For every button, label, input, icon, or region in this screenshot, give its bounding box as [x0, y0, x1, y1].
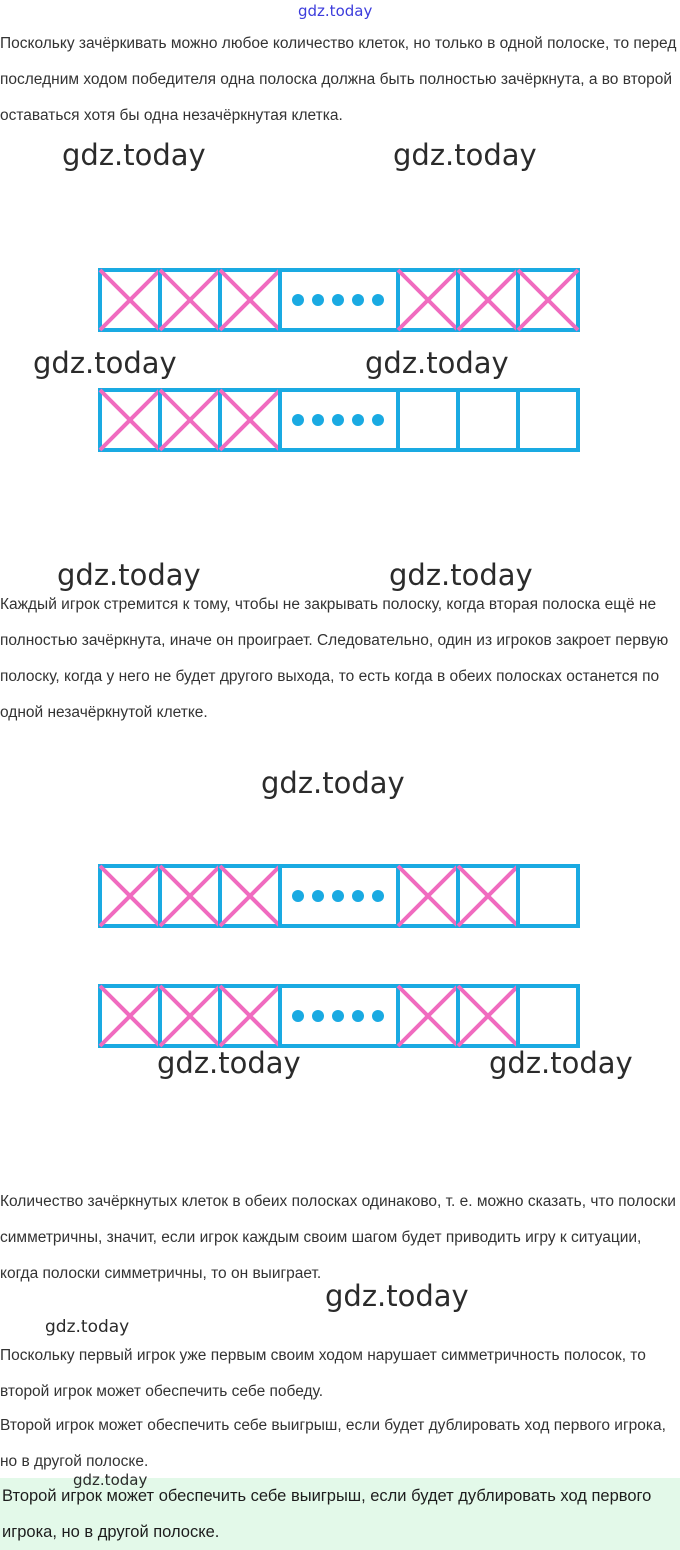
ellipsis-dot [372, 890, 384, 902]
empty-cell [518, 866, 578, 926]
ellipsis-dot [292, 414, 304, 426]
watermark: gdz.today [365, 346, 509, 380]
paragraph-2: Каждый игрок стремится к тому, чтобы не закрывать полоску, когда вторая полоска ещё не полностью зачёркнута, иначе он проиграет. Следовательно, один из игроков закроет первую полоску, когда у него не будет другого выхода, то есть когда в обеих полосках останется по одной незачёркнутой клетке. [0, 596, 669, 721]
strip-2-1 [98, 863, 582, 929]
paragraph-3: Количество зачёркнутых клеток в обеих полосках одинаково, т. е. можно сказать, что полоски симметричны, значит, если игрок каждым своим шагом будет приводить игру к ситуации, когда полоски симметричны, то он выиграет. [0, 1193, 676, 1282]
ellipsis-dot [332, 414, 344, 426]
ellipsis-dot [352, 294, 364, 306]
watermark: gdz.today [73, 1471, 148, 1489]
ellipsis-dot [332, 294, 344, 306]
ellipsis-dot [332, 890, 344, 902]
watermark: gdz.today [389, 558, 533, 592]
watermark-top: gdz.today [298, 2, 373, 20]
paragraph-1: Поскольку зачёркивать можно любое количество клеток, но только в одной полоске, то перед последним ходом победителя одна полоска должна быть полностью зачёркнута, а во второй оставаться хотя бы одна незачёркнутая клетка. [0, 35, 677, 124]
ellipsis-dot [352, 1010, 364, 1022]
ellipsis-dot [312, 1010, 324, 1022]
strip-2-2 [98, 983, 582, 1049]
ellipsis-dot [332, 1010, 344, 1022]
watermark: gdz.today [62, 138, 206, 172]
ellipsis-dot [352, 414, 364, 426]
watermark: gdz.today [157, 1046, 301, 1080]
ellipsis-dot [372, 414, 384, 426]
answer-text: Второй игрок может обеспечить себе выигрыш, если будет дублировать ход первого игрока, но в другой полоске. [2, 1487, 652, 1541]
empty-cell [518, 986, 578, 1046]
watermark: gdz.today [57, 558, 201, 592]
empty-cell [518, 390, 578, 450]
ellipsis-dot [312, 414, 324, 426]
ellipsis-dot [372, 294, 384, 306]
ellipsis-dot [352, 890, 364, 902]
ellipsis-dot [292, 1010, 304, 1022]
paragraph-4: Поскольку первый игрок уже первым своим ходом нарушает симметричность полосок, то второй игрок может обеспечить себе победу. [0, 1347, 646, 1400]
ellipsis-dot [312, 890, 324, 902]
watermark: gdz.today [45, 1317, 130, 1337]
ellipsis-dot [372, 1010, 384, 1022]
ellipsis-dot [312, 294, 324, 306]
strip-1-1 [98, 267, 582, 333]
strip-1-2 [98, 387, 582, 453]
empty-cell [458, 390, 518, 450]
watermark: gdz.today [325, 1279, 469, 1313]
watermark: gdz.today [489, 1046, 633, 1080]
paragraph-5: Второй игрок может обеспечить себе выигрыш, если будет дублировать ход первого игрока, но в другой полоске. [0, 1417, 666, 1470]
ellipsis-dot [292, 890, 304, 902]
watermark: gdz.today [393, 138, 537, 172]
empty-cell [398, 390, 458, 450]
ellipsis-dot [292, 294, 304, 306]
watermark: gdz.today [33, 346, 177, 380]
watermark: gdz.today [261, 766, 405, 800]
